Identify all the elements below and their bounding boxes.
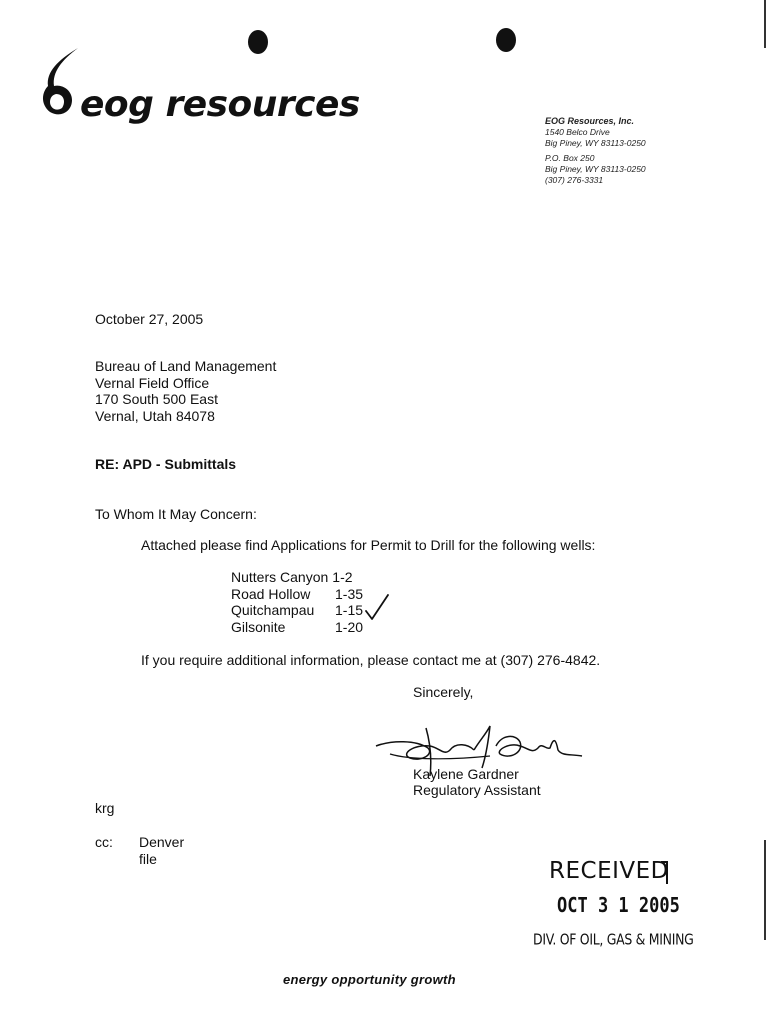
scan-edge-line bbox=[764, 0, 766, 48]
received-stamp-title: RECEIVED bbox=[549, 858, 669, 884]
well-name: Nutters Canyon bbox=[231, 569, 329, 585]
recipient-line: Vernal, Utah 84078 bbox=[95, 407, 215, 424]
binder-hole-left bbox=[248, 30, 268, 54]
well-number: 1-15 bbox=[335, 602, 364, 618]
contact-paragraph: If you require additional information, please contact me at (307) 276-4842. bbox=[141, 652, 601, 668]
well-name: Quitchampau bbox=[231, 602, 315, 618]
cc-list bbox=[139, 834, 184, 867]
address-line: Big Piney, WY 83113-0250 bbox=[545, 138, 646, 148]
footer-tagline: energy opportunity growth bbox=[283, 972, 456, 987]
wells-list bbox=[231, 569, 363, 635]
well-number: 1-2 bbox=[332, 569, 353, 585]
checkmark-icon bbox=[364, 593, 390, 623]
received-stamp-date: OCT 3 1 2005 bbox=[557, 894, 680, 918]
recipient-line: Vernal Field Office bbox=[95, 374, 210, 391]
cc-item: Denver bbox=[139, 834, 185, 850]
company-address-block bbox=[545, 116, 646, 186]
salutation: To Whom It May Concern: bbox=[95, 506, 257, 522]
subject-line: RE: APD - Submittals bbox=[95, 456, 237, 472]
binder-hole-right bbox=[496, 28, 516, 52]
brand-wordmark: eog resources bbox=[80, 84, 360, 125]
received-stamp-division: DIV. OF OIL, GAS & MINING bbox=[533, 930, 694, 948]
closing: Sincerely, bbox=[413, 684, 474, 700]
recipient-block bbox=[95, 358, 276, 424]
stamp-bracket-icon bbox=[660, 860, 670, 886]
list-item bbox=[231, 602, 363, 619]
scan-edge-line bbox=[764, 840, 766, 940]
well-name: Gilsonite bbox=[231, 618, 286, 635]
company-name: EOG Resources, Inc. bbox=[545, 116, 635, 126]
intro-paragraph: Attached please find Applications for Permit to Drill for the following wells: bbox=[141, 537, 596, 553]
cc-item: file bbox=[139, 850, 157, 867]
well-number: 1-20 bbox=[335, 618, 364, 635]
well-name: Road Hollow bbox=[231, 585, 311, 602]
address-line: 1540 Belco Drive bbox=[545, 127, 610, 137]
typist-initials: krg bbox=[95, 800, 115, 816]
list-item bbox=[231, 619, 363, 636]
phone-line: (307) 276-3331 bbox=[545, 175, 604, 185]
well-number: 1-35 bbox=[335, 585, 364, 602]
signer-title: Regulatory Assistant bbox=[413, 782, 541, 798]
letter-date: October 27, 2005 bbox=[95, 311, 204, 327]
po-line: Big Piney, WY 83113-0250 bbox=[545, 164, 646, 174]
recipient-line: Bureau of Land Management bbox=[95, 358, 277, 374]
signer-name: Kaylene Gardner bbox=[413, 766, 519, 782]
recipient-line: 170 South 500 East bbox=[95, 391, 218, 407]
cc-label: cc: bbox=[95, 834, 113, 850]
list-item bbox=[231, 586, 363, 603]
list-item bbox=[231, 569, 363, 586]
po-line: P.O. Box 250 bbox=[545, 153, 595, 163]
flame-logo-icon bbox=[38, 46, 86, 118]
